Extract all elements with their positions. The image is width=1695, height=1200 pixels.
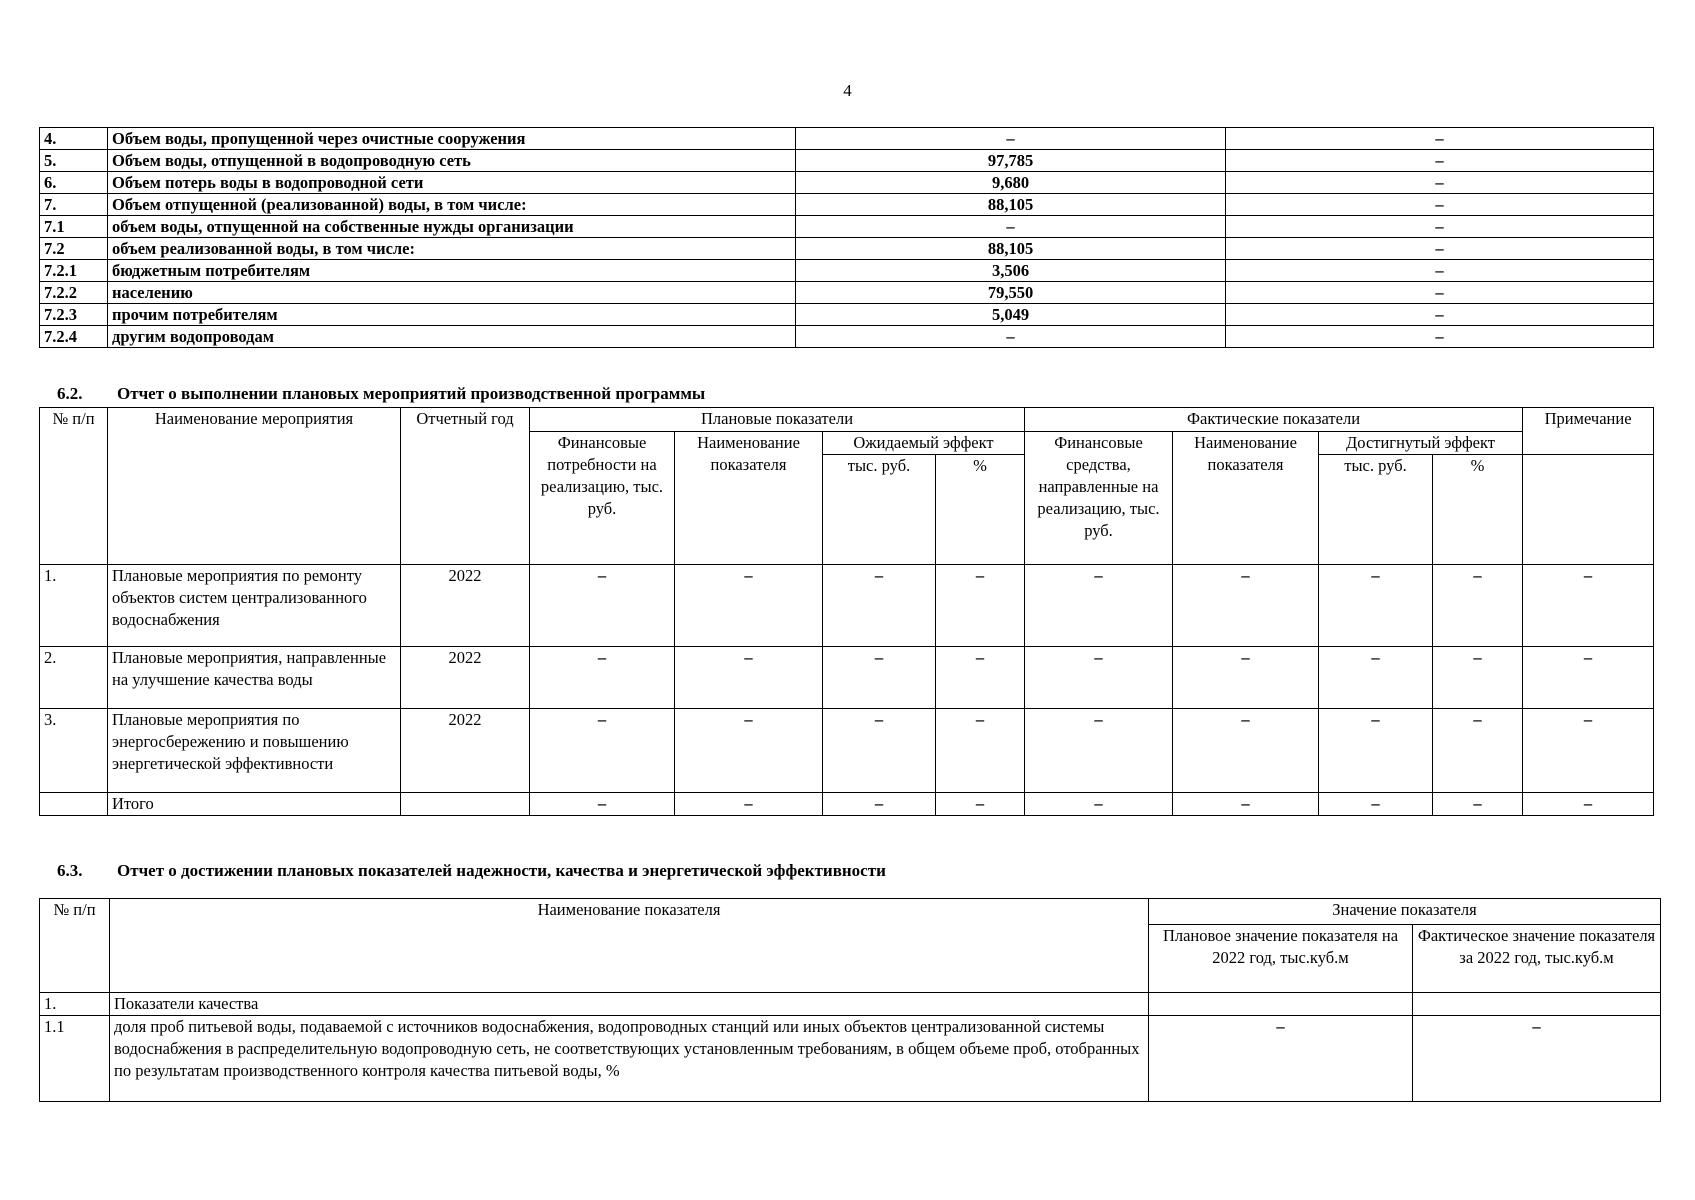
row-value-1: 97,785	[796, 150, 1226, 172]
cell-plan-financial: –	[530, 793, 675, 816]
row-value-1: –	[796, 128, 1226, 150]
cell-actual-rub: –	[1319, 565, 1433, 647]
cell-plan-financial: –	[530, 647, 675, 709]
row-number: 7.	[40, 194, 108, 216]
header-plan-financial: Финансовые потребности на реализацию, тыс. руб.	[530, 432, 675, 565]
cell-actual-financial: –	[1025, 565, 1173, 647]
header-note: Примечание	[1523, 408, 1654, 455]
row-year	[401, 793, 530, 816]
row-actual-value: –	[1413, 1016, 1661, 1102]
row-value-1: 3,506	[796, 260, 1226, 282]
row-number: 7.2	[40, 238, 108, 260]
header-num: № п/п	[40, 408, 108, 565]
cell-actual-pct: –	[1433, 793, 1523, 816]
table-row	[40, 1016, 1661, 1102]
cell-actual-financial: –	[1025, 647, 1173, 709]
table-row	[40, 326, 1654, 348]
row-value-1: 9,680	[796, 172, 1226, 194]
header-measure-name: Наименование мероприятия	[108, 408, 401, 565]
row-value-2: –	[1226, 172, 1654, 194]
header-actual-indicator: Наименование показателя	[1173, 432, 1319, 565]
cell-actual-pct: –	[1433, 565, 1523, 647]
row-name: Объем отпущенной (реализованной) воды, в том числе:	[108, 194, 796, 216]
header-actual-rub: тыс. руб.	[1319, 455, 1433, 565]
header-plan-rub: тыс. руб.	[823, 455, 936, 565]
row-actual-value	[1413, 993, 1661, 1016]
row-number: 1.1	[40, 1016, 110, 1102]
cell-note: –	[1523, 793, 1654, 816]
header-plan-effect: Ожидаемый эффект	[823, 432, 1025, 455]
row-name: Объем воды, пропущенной через очистные сооружения	[108, 128, 796, 150]
header-planned: Плановые показатели	[530, 408, 1025, 432]
row-name: бюджетным потребителям	[108, 260, 796, 282]
section-number: 6.2.	[57, 384, 83, 403]
row-indicator-name: Показатели качества	[110, 993, 1149, 1016]
cell-actual-indicator: –	[1173, 709, 1319, 793]
cell-note: –	[1523, 647, 1654, 709]
header-indicator-name: Наименование показателя	[110, 899, 1149, 993]
header-planned-value: Плановое значение показателя на 2022 год, тыс.куб.м	[1149, 925, 1413, 993]
row-number: 7.2.3	[40, 304, 108, 326]
row-measure-name: Плановые мероприятия по ремонту объектов систем централизованного водоснабжения	[108, 565, 401, 647]
row-number: 6.	[40, 172, 108, 194]
cell-plan-financial: –	[530, 565, 675, 647]
header-actual-financial: Финансовые средства, направленные на реализацию, тыс. руб.	[1025, 432, 1173, 565]
table-row	[40, 709, 1654, 793]
table-row	[40, 565, 1654, 647]
cell-actual-rub: –	[1319, 647, 1433, 709]
row-number: 5.	[40, 150, 108, 172]
row-number: 7.2.1	[40, 260, 108, 282]
row-value-1: 88,105	[796, 194, 1226, 216]
row-number: 2.	[40, 647, 108, 709]
row-value-2: –	[1226, 128, 1654, 150]
row-value-1: –	[796, 216, 1226, 238]
row-measure-name: Плановые мероприятия по энергосбережению и повышению энергетической эффективности	[108, 709, 401, 793]
cell-actual-financial: –	[1025, 793, 1173, 816]
row-value-2: –	[1226, 326, 1654, 348]
row-value-2: –	[1226, 282, 1654, 304]
water-volume-table	[39, 127, 1654, 348]
table-row	[40, 260, 1654, 282]
row-name: другим водопроводам	[108, 326, 796, 348]
planned-measures-table	[39, 407, 1654, 816]
row-name: объем воды, отпущенной на собственные нужды организации	[108, 216, 796, 238]
cell-plan-indicator: –	[675, 647, 823, 709]
cell-plan-financial: –	[530, 709, 675, 793]
table-row	[40, 238, 1654, 260]
row-value-2: –	[1226, 238, 1654, 260]
cell-plan-rub: –	[823, 793, 936, 816]
section-6-3-heading	[57, 861, 886, 881]
row-number: 1.	[40, 565, 108, 647]
row-value-2: –	[1226, 304, 1654, 326]
header-actual: Фактические показатели	[1025, 408, 1523, 432]
cell-plan-rub: –	[823, 647, 936, 709]
row-number: 3.	[40, 709, 108, 793]
row-value-1: 79,550	[796, 282, 1226, 304]
row-measure-name: Итого	[108, 793, 401, 816]
cell-actual-indicator: –	[1173, 647, 1319, 709]
table-row	[40, 793, 1654, 816]
table-row	[40, 150, 1654, 172]
cell-plan-pct: –	[936, 709, 1025, 793]
row-value-1: –	[796, 326, 1226, 348]
row-value-2: –	[1226, 194, 1654, 216]
row-year: 2022	[401, 709, 530, 793]
cell-note: –	[1523, 565, 1654, 647]
cell-plan-rub: –	[823, 709, 936, 793]
cell-plan-indicator: –	[675, 793, 823, 816]
cell-plan-indicator: –	[675, 709, 823, 793]
cell-actual-indicator: –	[1173, 565, 1319, 647]
row-number: 7.1	[40, 216, 108, 238]
row-name: прочим потребителям	[108, 304, 796, 326]
table-row	[40, 647, 1654, 709]
header-actual-effect: Достигнутый эффект	[1319, 432, 1523, 455]
header-plan-pct: %	[936, 455, 1025, 565]
cell-actual-rub: –	[1319, 793, 1433, 816]
row-name: объем реализованной воды, в том числе:	[108, 238, 796, 260]
row-number: 4.	[40, 128, 108, 150]
row-value-2: –	[1226, 216, 1654, 238]
reliability-indicators-table	[39, 898, 1661, 1102]
cell-actual-pct: –	[1433, 709, 1523, 793]
section-title: Отчет о выполнении плановых мероприятий производственной программы	[117, 384, 706, 403]
row-value-1: 88,105	[796, 238, 1226, 260]
table-row	[40, 304, 1654, 326]
table-row	[40, 993, 1661, 1016]
row-value-2: –	[1226, 150, 1654, 172]
row-number	[40, 793, 108, 816]
row-indicator-name: доля проб питьевой воды, подаваемой с источников водоснабжения, водопроводных станций или иных объектов централизованной системы водоснабжения в распределительную водопроводную сеть, не соответствующих установленным требованиям, в общем объеме проб, отобранных по результатам производственного контроля качества питьевой воды, %	[110, 1016, 1149, 1102]
page-number: 4	[843, 81, 852, 100]
header-note-empty	[1523, 455, 1654, 565]
table-row	[40, 216, 1654, 238]
cell-note: –	[1523, 709, 1654, 793]
cell-plan-indicator: –	[675, 565, 823, 647]
table-row	[40, 128, 1654, 150]
cell-actual-indicator: –	[1173, 793, 1319, 816]
row-name: населению	[108, 282, 796, 304]
cell-plan-pct: –	[936, 647, 1025, 709]
row-year: 2022	[401, 647, 530, 709]
row-name: Объем воды, отпущенной в водопроводную сеть	[108, 150, 796, 172]
row-number: 1.	[40, 993, 110, 1016]
cell-actual-pct: –	[1433, 647, 1523, 709]
row-value-2: –	[1226, 260, 1654, 282]
cell-plan-pct: –	[936, 793, 1025, 816]
section-6-2-heading	[57, 384, 705, 404]
row-planned-value: –	[1149, 1016, 1413, 1102]
row-planned-value	[1149, 993, 1413, 1016]
header-actual-value: Фактическое значение показателя за 2022 год, тыс.куб.м	[1413, 925, 1661, 993]
header-year: Отчетный год	[401, 408, 530, 565]
header-actual-pct: %	[1433, 455, 1523, 565]
cell-actual-rub: –	[1319, 709, 1433, 793]
table-row	[40, 172, 1654, 194]
row-number: 7.2.4	[40, 326, 108, 348]
header-plan-indicator: Наименование показателя	[675, 432, 823, 565]
section-number: 6.3.	[57, 861, 83, 880]
row-name: Объем потерь воды в водопроводной сети	[108, 172, 796, 194]
header-num: № п/п	[40, 899, 110, 993]
row-measure-name: Плановые мероприятия, направленные на улучшение качества воды	[108, 647, 401, 709]
cell-plan-rub: –	[823, 565, 936, 647]
table-row	[40, 282, 1654, 304]
header-indicator-value: Значение показателя	[1149, 899, 1661, 925]
section-title: Отчет о достижении плановых показателей надежности, качества и энергетической эффективности	[117, 861, 886, 880]
row-value-1: 5,049	[796, 304, 1226, 326]
table-row	[40, 194, 1654, 216]
cell-actual-financial: –	[1025, 709, 1173, 793]
row-year: 2022	[401, 565, 530, 647]
row-number: 7.2.2	[40, 282, 108, 304]
cell-plan-pct: –	[936, 565, 1025, 647]
